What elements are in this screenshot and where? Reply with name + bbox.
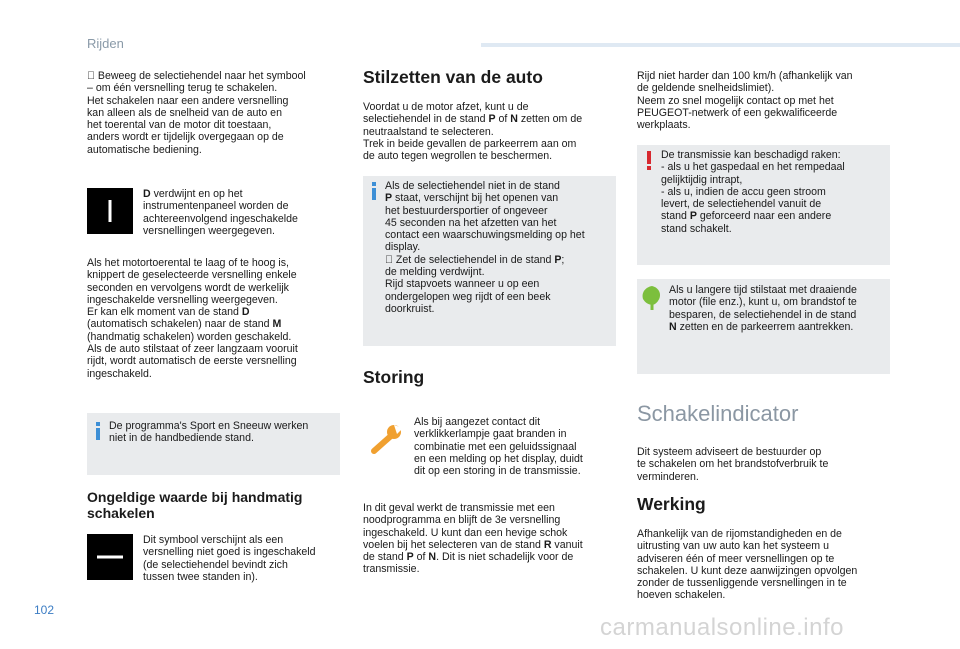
rpm-paragraph (87, 257, 349, 380)
eco-leaf-icon (641, 284, 663, 310)
running-header: Rijden (87, 36, 124, 51)
eco-note-text: Als u langere tijd stilstaat met draaiende motor (file enz.), kunt u, om brandstof te besparen, de selectiehendel in de stand N zetten en de parkeerrem aantrekken. (669, 284, 857, 333)
moment-line: rijdt, wordt automatisch de eerste versnelling (87, 355, 297, 368)
rpm-line: ingeschakelde versnelling weergegeven. (87, 293, 278, 306)
invalid-gear-icon (87, 534, 133, 580)
moment-line-2: (automatisch schakelen) naar de stand M (87, 318, 282, 331)
info-note-box (87, 413, 340, 475)
header-bar (481, 43, 960, 47)
d-indicator-text (143, 188, 343, 237)
info-note-text: De programma's Sport en Sneeuw werken niet in de handbediende stand. (109, 420, 309, 445)
info-icon (369, 182, 379, 200)
section-title-storing: Storing (363, 367, 425, 387)
werking-text: Afhankelijk van de rijomstandigheden en de uitrusting van uw auto kan het systeem u adviseren één of meer versnellingen op te schakelen. U kunt deze aanwijzingen opvolgen zonder de tussenliggende versnellingen in te hoeven schakelen. (637, 528, 858, 602)
stilzetten-note-box (363, 176, 616, 346)
rpm-line: knippert de geselecteerde versnelling enkele (87, 269, 297, 282)
storing-paragraph: In dit geval werkt de transmissie met een noodprogramma en blijft de 3e versnelling ingeschakeld. U kunt dan een hevige schok voelen bij het selecteren van de stand R vanuit de stand P of N. Dit is niet schadelijk voor de transmissie. (363, 502, 583, 576)
col1-intro: Beweeg de selectiehendel naar het symbool – om één versnelling terug te schakelen. Het schakelen naar een andere versnelling kan alleen als de snelheid van de auto en het toerental van de motor dit toestaan, anders wordt er tijdelijk overgegaan op de automatische bediening. (87, 70, 295, 156)
indicator-text: Dit systeem adviseert de bestuurder op te schakelen om het brandstofverbruik te verminderen. (637, 446, 829, 483)
storing-text: Als bij aangezet contact dit verklikkerlampje gaat branden in combinatie met een geluidssignaal en een melding op het display, duidt dit op een storing in de transmissie. (414, 416, 583, 478)
warning-note-text: De transmissie kan beschadigd raken: - als u het gaspedaal en het rempedaal gelijktijdig intrapt, - als u, indien de accu geen stroom levert, de selectiehendel vanuit de stand P geforceerd naar een andere stand schakelt. (661, 149, 845, 235)
d-letter: D (143, 188, 151, 200)
info-icon (93, 422, 103, 440)
page-number: 102 (34, 603, 55, 617)
speed-paragraph: Rijd niet harder dan 100 km/h (afhankelijk van de geldende snelheidslimiet). Neem zo snel mogelijk contact op met het PEUGEOT-netwerk of een gekwalificeerde werkplaats. (637, 70, 853, 132)
moment-line: ingeschakeld. (87, 367, 152, 380)
d-text: verdwijnt en op het instrumentenpaneel worden de achtereenvolgend ingeschakelde versnellingen weergegeven. (143, 188, 298, 237)
section-title-invalid: Ongeldige waarde bij handmatig schakelen (87, 489, 303, 521)
section-title-schakelindicator: Schakelindicator (637, 401, 799, 426)
rpm-line: Als het motortoerental te laag of te hoog is, (87, 257, 289, 269)
section-title-werking: Werking (637, 494, 706, 514)
moment-line: (handmatig schakelen) worden geschakeld. (87, 330, 292, 343)
invalid-text: Dit symbool verschijnt als een versnelling niet goed is ingeschakeld (de selectiehendel bevindt zich tussen twee standen in). (143, 534, 316, 583)
stilzetten-paragraph: Voordat u de motor afzet, kunt u de selectiehendel in de stand P of N zetten om de neutraalstand te selecteren. Trek in beide gevallen de parkeerrem aan om de auto tegen wegrollen te beschermen. (363, 101, 583, 163)
eco-note-box (637, 279, 890, 374)
watermark: carmanualsonline.info (600, 614, 844, 641)
moment-line: Als de auto stilstaat of zeer langzaam vooruit (87, 343, 298, 356)
rpm-line: seconden en vervolgens wordt de werkelijk (87, 281, 289, 294)
warning-note-box (637, 145, 890, 265)
section-title-stilzetten: Stilzetten van de auto (363, 67, 543, 87)
gear-indicator-icon (87, 188, 133, 234)
stilzetten-note-text: Als de selectiehendel niet in de stand P staat, verschijnt bij het openen van het bestuurdersportier of ongeveer 45 seconden na het afzetten van het contact een waarschuwingsmelding op het display. Zet de selectiehendel in de stand P; de melding verdwijnt. Rijd stapvoets wanneer u op een ondergelopen weg rijdt of een beek doorkruist. (385, 180, 585, 315)
wrench-icon (369, 422, 403, 456)
moment-line: Er kan elk moment van de stand D (87, 306, 250, 319)
warning-icon (644, 151, 654, 171)
